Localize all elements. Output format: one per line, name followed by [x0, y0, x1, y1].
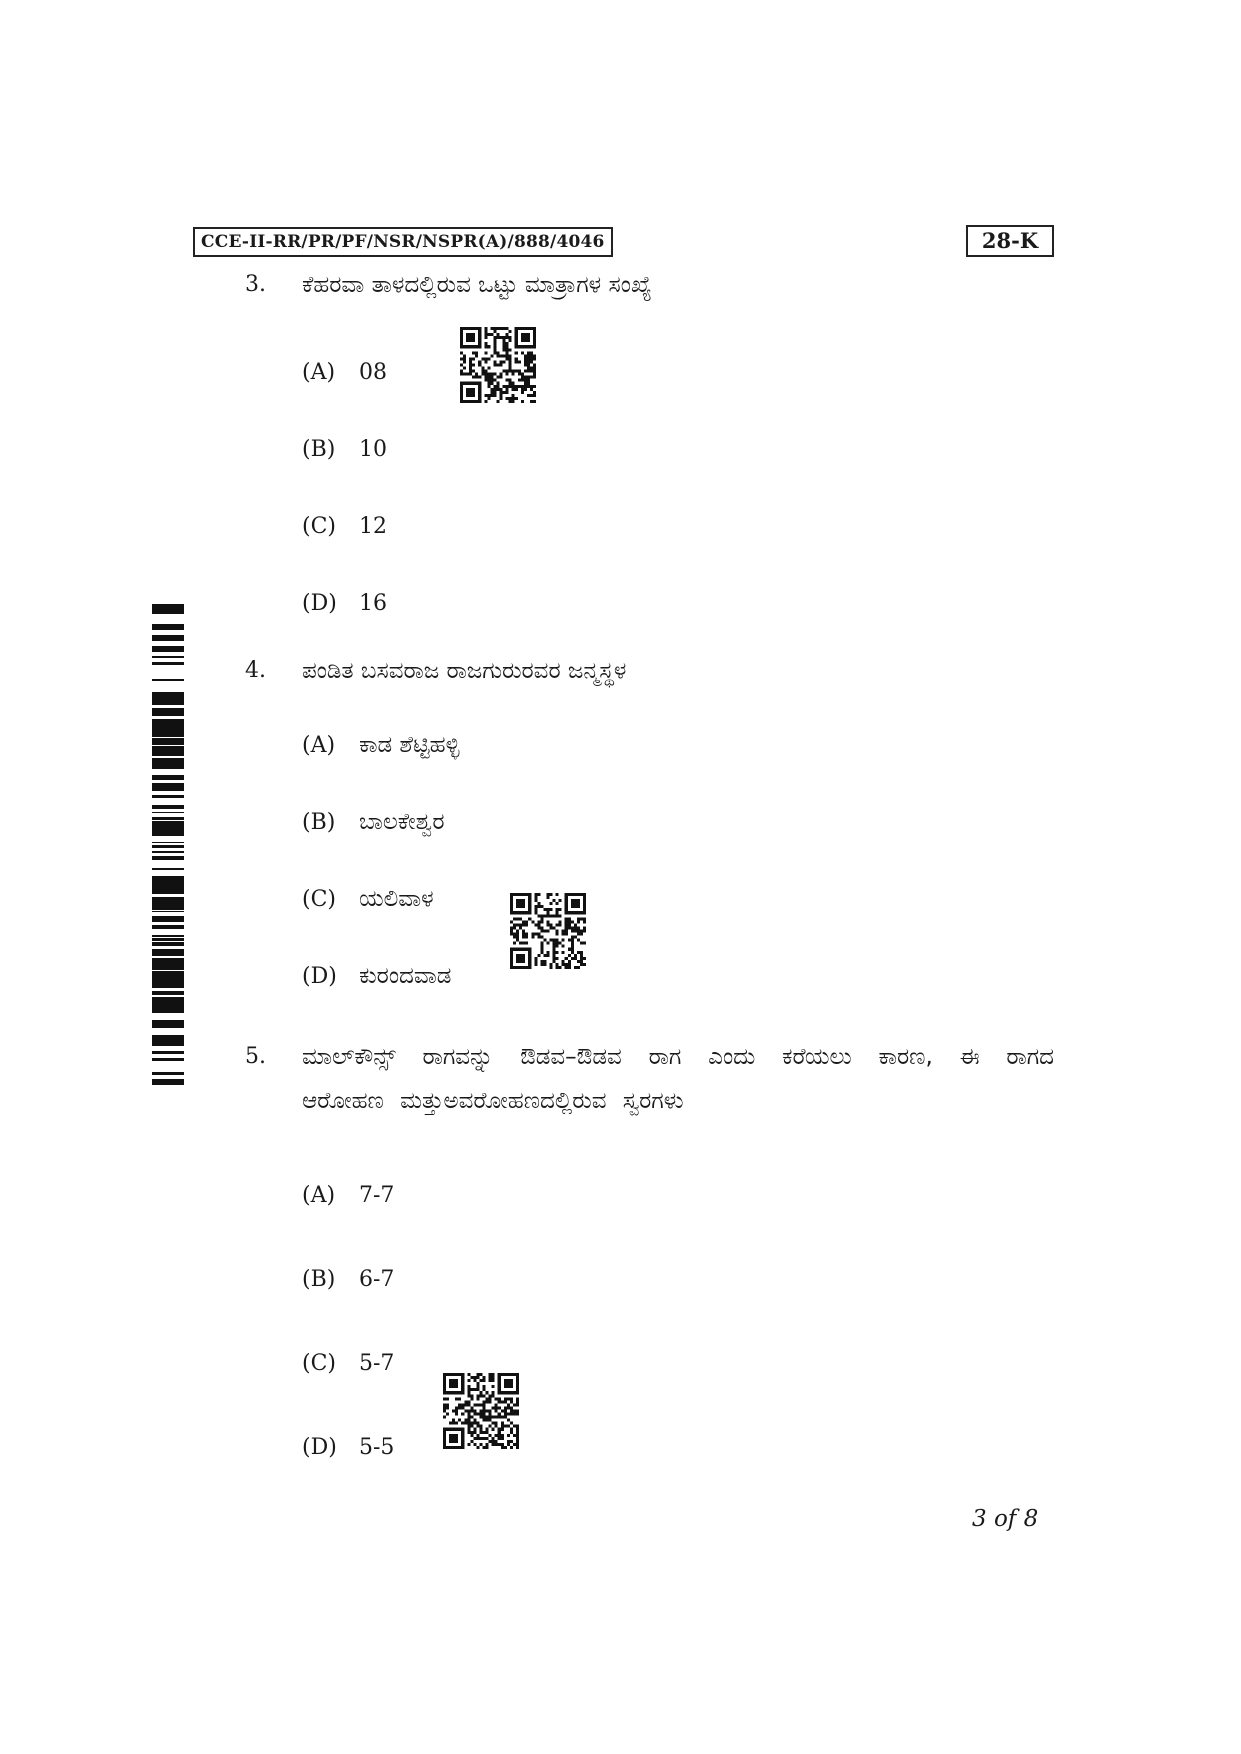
option-value: 5-7	[359, 1351, 395, 1376]
question-5-number: 5.	[245, 1044, 266, 1069]
question-5-option-b	[302, 1267, 394, 1292]
option-value: 6-7	[359, 1267, 395, 1292]
option-value: ಯಲಿವಾಳ	[359, 886, 434, 912]
option-value: 12	[359, 514, 387, 539]
option-label: (C)	[302, 887, 336, 912]
option-value: 7-7	[359, 1183, 395, 1208]
option-label: (D)	[302, 964, 337, 989]
question-4-number: 4.	[245, 658, 266, 683]
question-3-option-d	[302, 591, 387, 616]
option-value: ಬಾಲಕೇಶ್ವರ	[359, 809, 445, 835]
option-label: (C)	[302, 1351, 336, 1376]
option-value: ಕುರಂದವಾಡ	[359, 963, 452, 989]
barcode	[152, 601, 184, 1085]
question-4-option-d	[302, 963, 451, 989]
option-label: (D)	[302, 1435, 337, 1460]
option-label: (B)	[302, 810, 336, 835]
question-4-option-a	[302, 732, 460, 758]
question-3-option-a	[302, 360, 387, 385]
option-label: (D)	[302, 591, 337, 616]
question-4-option-b	[302, 809, 445, 835]
question-3-text: ಕೆಹರವಾ ತಾಳದಲ್ಲಿರುವ ಒಟ್ಟು ಮಾತ್ರಾಗಳ ಸಂಖ್ಯೆ	[302, 272, 652, 298]
question-5-option-d	[302, 1435, 394, 1460]
option-value: 5-5	[359, 1435, 395, 1460]
question-5-option-a	[302, 1183, 394, 1208]
option-label: (A)	[302, 360, 336, 385]
page-number: 3 of 8	[972, 1506, 1039, 1532]
question-3-number: 3.	[245, 272, 266, 297]
question-4-text: ಪಂಡಿತ ಬಸವರಾಜ ರಾಜಗುರುರವರ ಜನ್ಮಸ್ಥಳ	[302, 658, 627, 684]
option-label: (B)	[302, 1267, 336, 1292]
paper-code: CCE-II-RR/PR/PF/NSR/NSPR(A)/888/4046	[193, 227, 613, 257]
qr-code-3	[443, 1373, 519, 1449]
option-value: 08	[359, 360, 387, 385]
qr-code-2	[510, 893, 586, 969]
question-5-text: ಮಾಲ್‌ಕೌನ್ಸ್ ರಾಗವನ್ನು ಔಡವ–ಔಡವ ರಾಗ ಎಂದು ಕರೆಯಲು ಕಾರಣ, ಈ ರಾಗದ ಆರೋಹಣ ಮತ್ತುಅವರೋಹಣದಲ್ಲಿರುವ ಸ್ವರಗಳು	[302, 1044, 1054, 1114]
question-4-option-c	[302, 886, 434, 912]
option-label: (A)	[302, 1183, 336, 1208]
question-3-option-c	[302, 514, 387, 539]
qr-code-1	[460, 327, 536, 403]
option-label: (A)	[302, 733, 336, 758]
set-code: 28-K	[966, 225, 1054, 257]
option-label: (C)	[302, 514, 336, 539]
question-3-option-b	[302, 437, 387, 462]
option-value: 16	[359, 591, 387, 616]
option-value: 10	[359, 437, 387, 462]
question-5-option-c	[302, 1351, 394, 1376]
option-label: (B)	[302, 437, 336, 462]
option-value: ಕಾಡ ಶೆಟ್ಟಿಹಳ್ಳಿ	[359, 732, 460, 758]
